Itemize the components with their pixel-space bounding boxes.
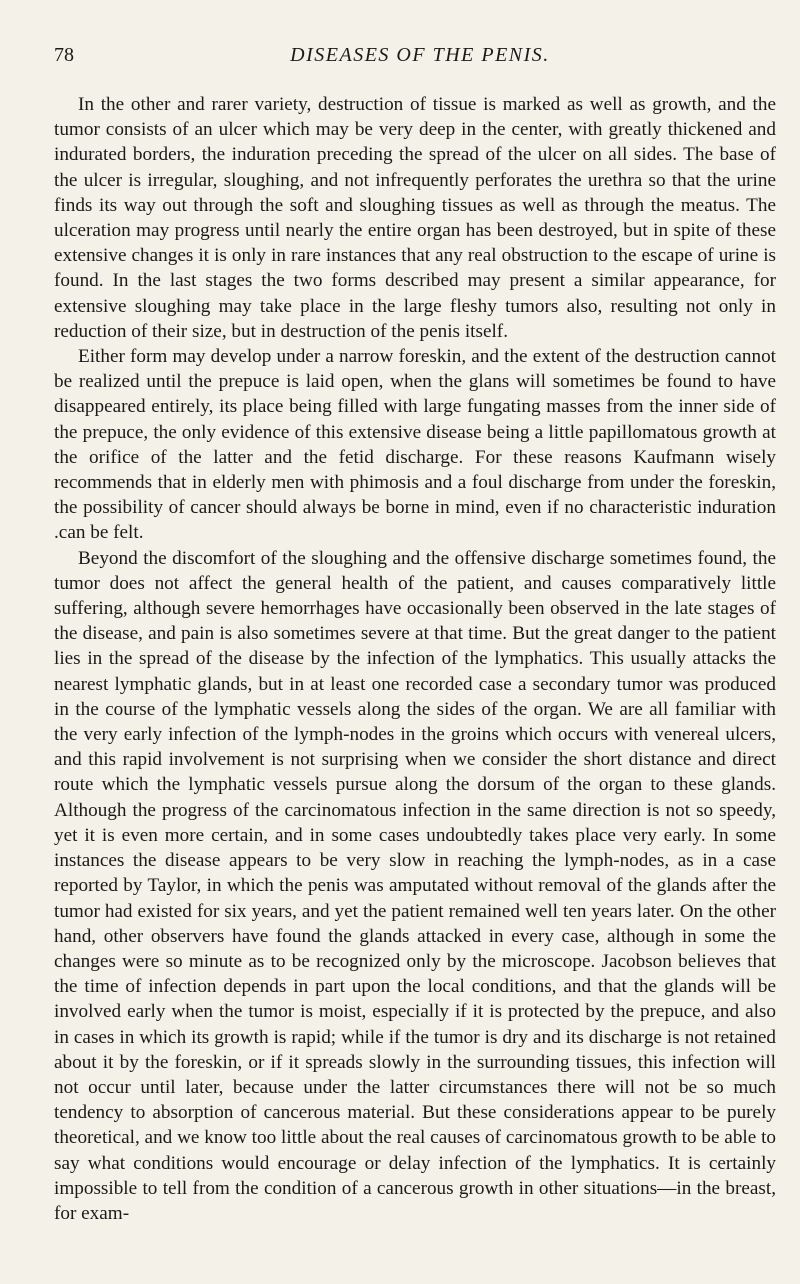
paragraph: Either form may develop under a narrow foreskin, and the extent of the destruction cannot be realized until the prepuce is laid open, when the glans will sometimes be found to have disappeared entirely, its place being filled with large fungating masses from the inner side of the prepuce, the only evidence of this extensive disease being a little papillomatous growth at the orifice of the latter and the fetid discharge. For these reasons Kaufmann wisely recommends that in elderly men with phimosis and a foul discharge from under the foreskin, the possibility of cancer should always be borne in mind, even if no characteristic induration .can be felt. (54, 346, 776, 544)
paragraph: In the other and rarer variety, destruction of tissue is marked as well as growth, and the tumor consists of an ulcer which may be very deep in the center, with greatly thickened and indurated borders, the induration preceding the spread of the ulcer on all sides. The base of the ulcer is irregular, sloughing, and not infrequently perforates the urethra so that the urine finds its way out through the soft and sloughing tissues as well as through the meatus. The ulceration may progress until nearly the entire organ has been destroyed, but in spite of these extensive changes it is only in rare instances that any real obstruction to the escape of urine is found. In the last stages the two forms described may present a similar appearance, for extensive sloughing may take place in the large fleshy tumors also, resulting not only in reduction of their size, but in destruction of the penis itself. (54, 94, 776, 342)
page-header (54, 40, 776, 70)
body-text (54, 92, 776, 1226)
paragraph: Beyond the discomfort of the sloughing and the offensive discharge sometimes found, the tumor does not affect the general health of the patient, and causes comparatively little suffering, although severe hemorrhages have occasionally been observed in the late stages of the disease, and pain is also sometimes severe at that time. But the great danger to the patient lies in the spread of the disease by the infection of the lymphatics. This usually attacks the nearest lymphatic glands, but in at least one recorded case a secondary tumor was produced in the course of the lymphatic vessels along the sides of the organ. We are all familiar with the very early infection of the lymph-nodes in the groins which occurs with venereal ulcers, and this rapid involvement is not surprising when we consider the short distance and direct route which the lymphatic vessels pursue along the dorsum of the organ to these glands. Although the progress of the carcinomatous infection in the same direction is not so speedy, yet it is even more certain, and in some cases undoubtedly takes place very early. In some instances the disease appears to be very slow in reaching the lymph-nodes, as in a case reported by Taylor, in which the penis was amputated without removal of the glands after the tumor had existed for six years, and yet the patient remained well ten years later. On the other hand, other observers have found the glands attacked in every case, although in some the changes were so minute as to be recognized only by the microscope. Jacobson believes that the time of infection depends in part upon the local conditions, and that the glands will be involved early when the tumor is moist, especially if it is protected by the prepuce, and also in cases in which its growth is rapid; while if the tumor is dry and its discharge is not retained about it by the foreskin, or if it spreads slowly in the surrounding tissues, this infection will not occur until later, because under the latter circumstances there will not be so much tendency to absorption of cancerous material. But these considerations appear to be purely theoretical, and we know too little about the real causes of carcinomatous growth to be able to say what conditions would encourage or delay infection of the lymphatics. It is certainly impossible to tell from the condition of a cancerous growth in other situations—in the breast, for exam- (54, 547, 776, 1224)
page-number: 78 (54, 44, 74, 66)
running-head: DISEASES OF THE PENIS. (290, 44, 550, 66)
